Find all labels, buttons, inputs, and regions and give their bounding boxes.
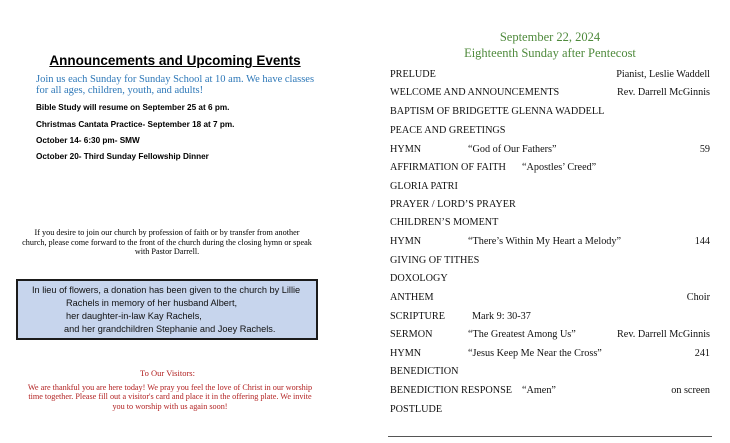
membership-invitation: If you desire to join our church by profession of faith or by transfer from another church, please come forward to the front of the church during the closing hymn or speak with Pastor Darrell. [22, 228, 312, 257]
worship-item-label: CHILDREN’S MOMENT [390, 217, 499, 228]
worship-item-detail: Mark 9: 30-37 [472, 311, 531, 322]
worship-item [390, 161, 710, 175]
worship-item [390, 86, 710, 100]
memorial-line: her daughter-in-law Kay Rachels, [66, 311, 202, 321]
worship-item-detail: “The Greatest Among Us” [468, 329, 576, 340]
worship-item-detail: “God of Our Fathers” [468, 144, 557, 155]
notice-fellowship-dinner: October 20- Third Sunday Fellowship Dinner [36, 152, 209, 161]
worship-item-label: BENEDICTION RESPONSE [390, 385, 512, 396]
worship-item-label: GLORIA PATRI [390, 181, 458, 192]
worship-item-label: WELCOME AND ANNOUNCEMENTS [390, 87, 560, 98]
worship-item [390, 124, 710, 138]
worship-item-label: PRELUDE [390, 69, 436, 80]
memorial-line: In lieu of flowers, a donation has been given to the church by Lillie [32, 285, 301, 295]
worship-item [390, 272, 710, 286]
worship-item-label: BENEDICTION [390, 366, 459, 377]
worship-item-label: DOXOLOGY [390, 273, 448, 284]
worship-item [390, 68, 710, 82]
worship-item-leader: Rev. Darrell McGinnis [617, 87, 710, 98]
liturgical-day: Eighteenth Sunday after Pentecost [464, 46, 636, 60]
notice-cantata-practice: Christmas Cantata Practice- September 18 at 7 pm. [36, 120, 235, 129]
worship-item-detail: “Amen” [522, 385, 556, 396]
memorial-line: Rachels in memory of her husband Albert, [66, 298, 238, 308]
worship-item-label: SCRIPTURE [390, 311, 445, 322]
worship-item-leader: 241 [694, 348, 710, 359]
worship-item-leader: Rev. Darrell McGinnis [617, 329, 710, 340]
worship-item-detail: “Jesus Keep Me Near the Cross” [468, 348, 602, 359]
notice-bible-study: Bible Study will resume on September 25 at 6 pm. [36, 103, 230, 112]
worship-item-leader: on screen [671, 385, 710, 396]
worship-item [390, 105, 710, 119]
visitors-heading: To Our Visitors: [140, 368, 195, 378]
worship-item [390, 384, 710, 398]
worship-item-label: PEACE AND GREETINGS [390, 125, 506, 136]
worship-item-leader: 144 [694, 236, 710, 247]
worship-item-label: ANTHEM [390, 292, 434, 303]
worship-item [390, 198, 710, 212]
worship-item-label: AFFIRMATION OF FAITH [390, 162, 506, 173]
notice-smw: October 14- 6:30 pm- SMW [36, 136, 140, 145]
worship-item-leader: 59 [699, 144, 710, 155]
worship-item-label: PRAYER / LORD’S PRAYER [390, 199, 516, 210]
worship-item-leader: Choir [686, 292, 710, 303]
worship-item [390, 403, 710, 417]
sunday-school-intro: Join us each Sunday for Sunday School at 10 am. We have classes for all ages, children, youth, and adults! [36, 74, 315, 96]
visitors-message: We are thankful you are here today! We pray you feel the love of Christ in our worship time together. Please fill out a visitor's card and place it in the offering plate. We invite you to worship with us again soon! [27, 383, 313, 411]
worship-item [390, 143, 710, 157]
worship-item [390, 328, 710, 342]
worship-item-leader: Pianist, Leslie Waddell [616, 69, 710, 80]
worship-item-label: HYMN [390, 236, 422, 247]
worship-item [390, 216, 710, 230]
worship-item-label: POSTLUDE [390, 404, 443, 415]
worship-item-detail: “There’s Within My Heart a Melody” [468, 236, 622, 247]
bottom-divider [388, 436, 712, 437]
worship-item [390, 291, 710, 305]
worship-item-label: HYMN [390, 144, 422, 155]
worship-item [390, 235, 710, 249]
worship-item [390, 254, 710, 268]
worship-item-label: HYMN [390, 348, 422, 359]
worship-item [390, 180, 710, 194]
worship-item-label: BAPTISM OF BRIDGETTE GLENNA WADDELL [390, 106, 605, 117]
worship-item-detail: “Apostles’ Creed” [522, 162, 597, 173]
memorial-box [16, 279, 318, 340]
worship-item [390, 347, 710, 361]
service-date: September 22, 2024 [499, 30, 601, 44]
worship-item-label: SERMON [390, 329, 433, 340]
worship-item-label: GIVING OF TITHES [390, 255, 480, 266]
worship-item [390, 310, 710, 324]
memorial-line: and her grandchildren Stephanie and Joey Rachels. [64, 324, 276, 334]
announcements-title: Announcements and Upcoming Events [49, 53, 301, 68]
worship-item [390, 365, 710, 379]
